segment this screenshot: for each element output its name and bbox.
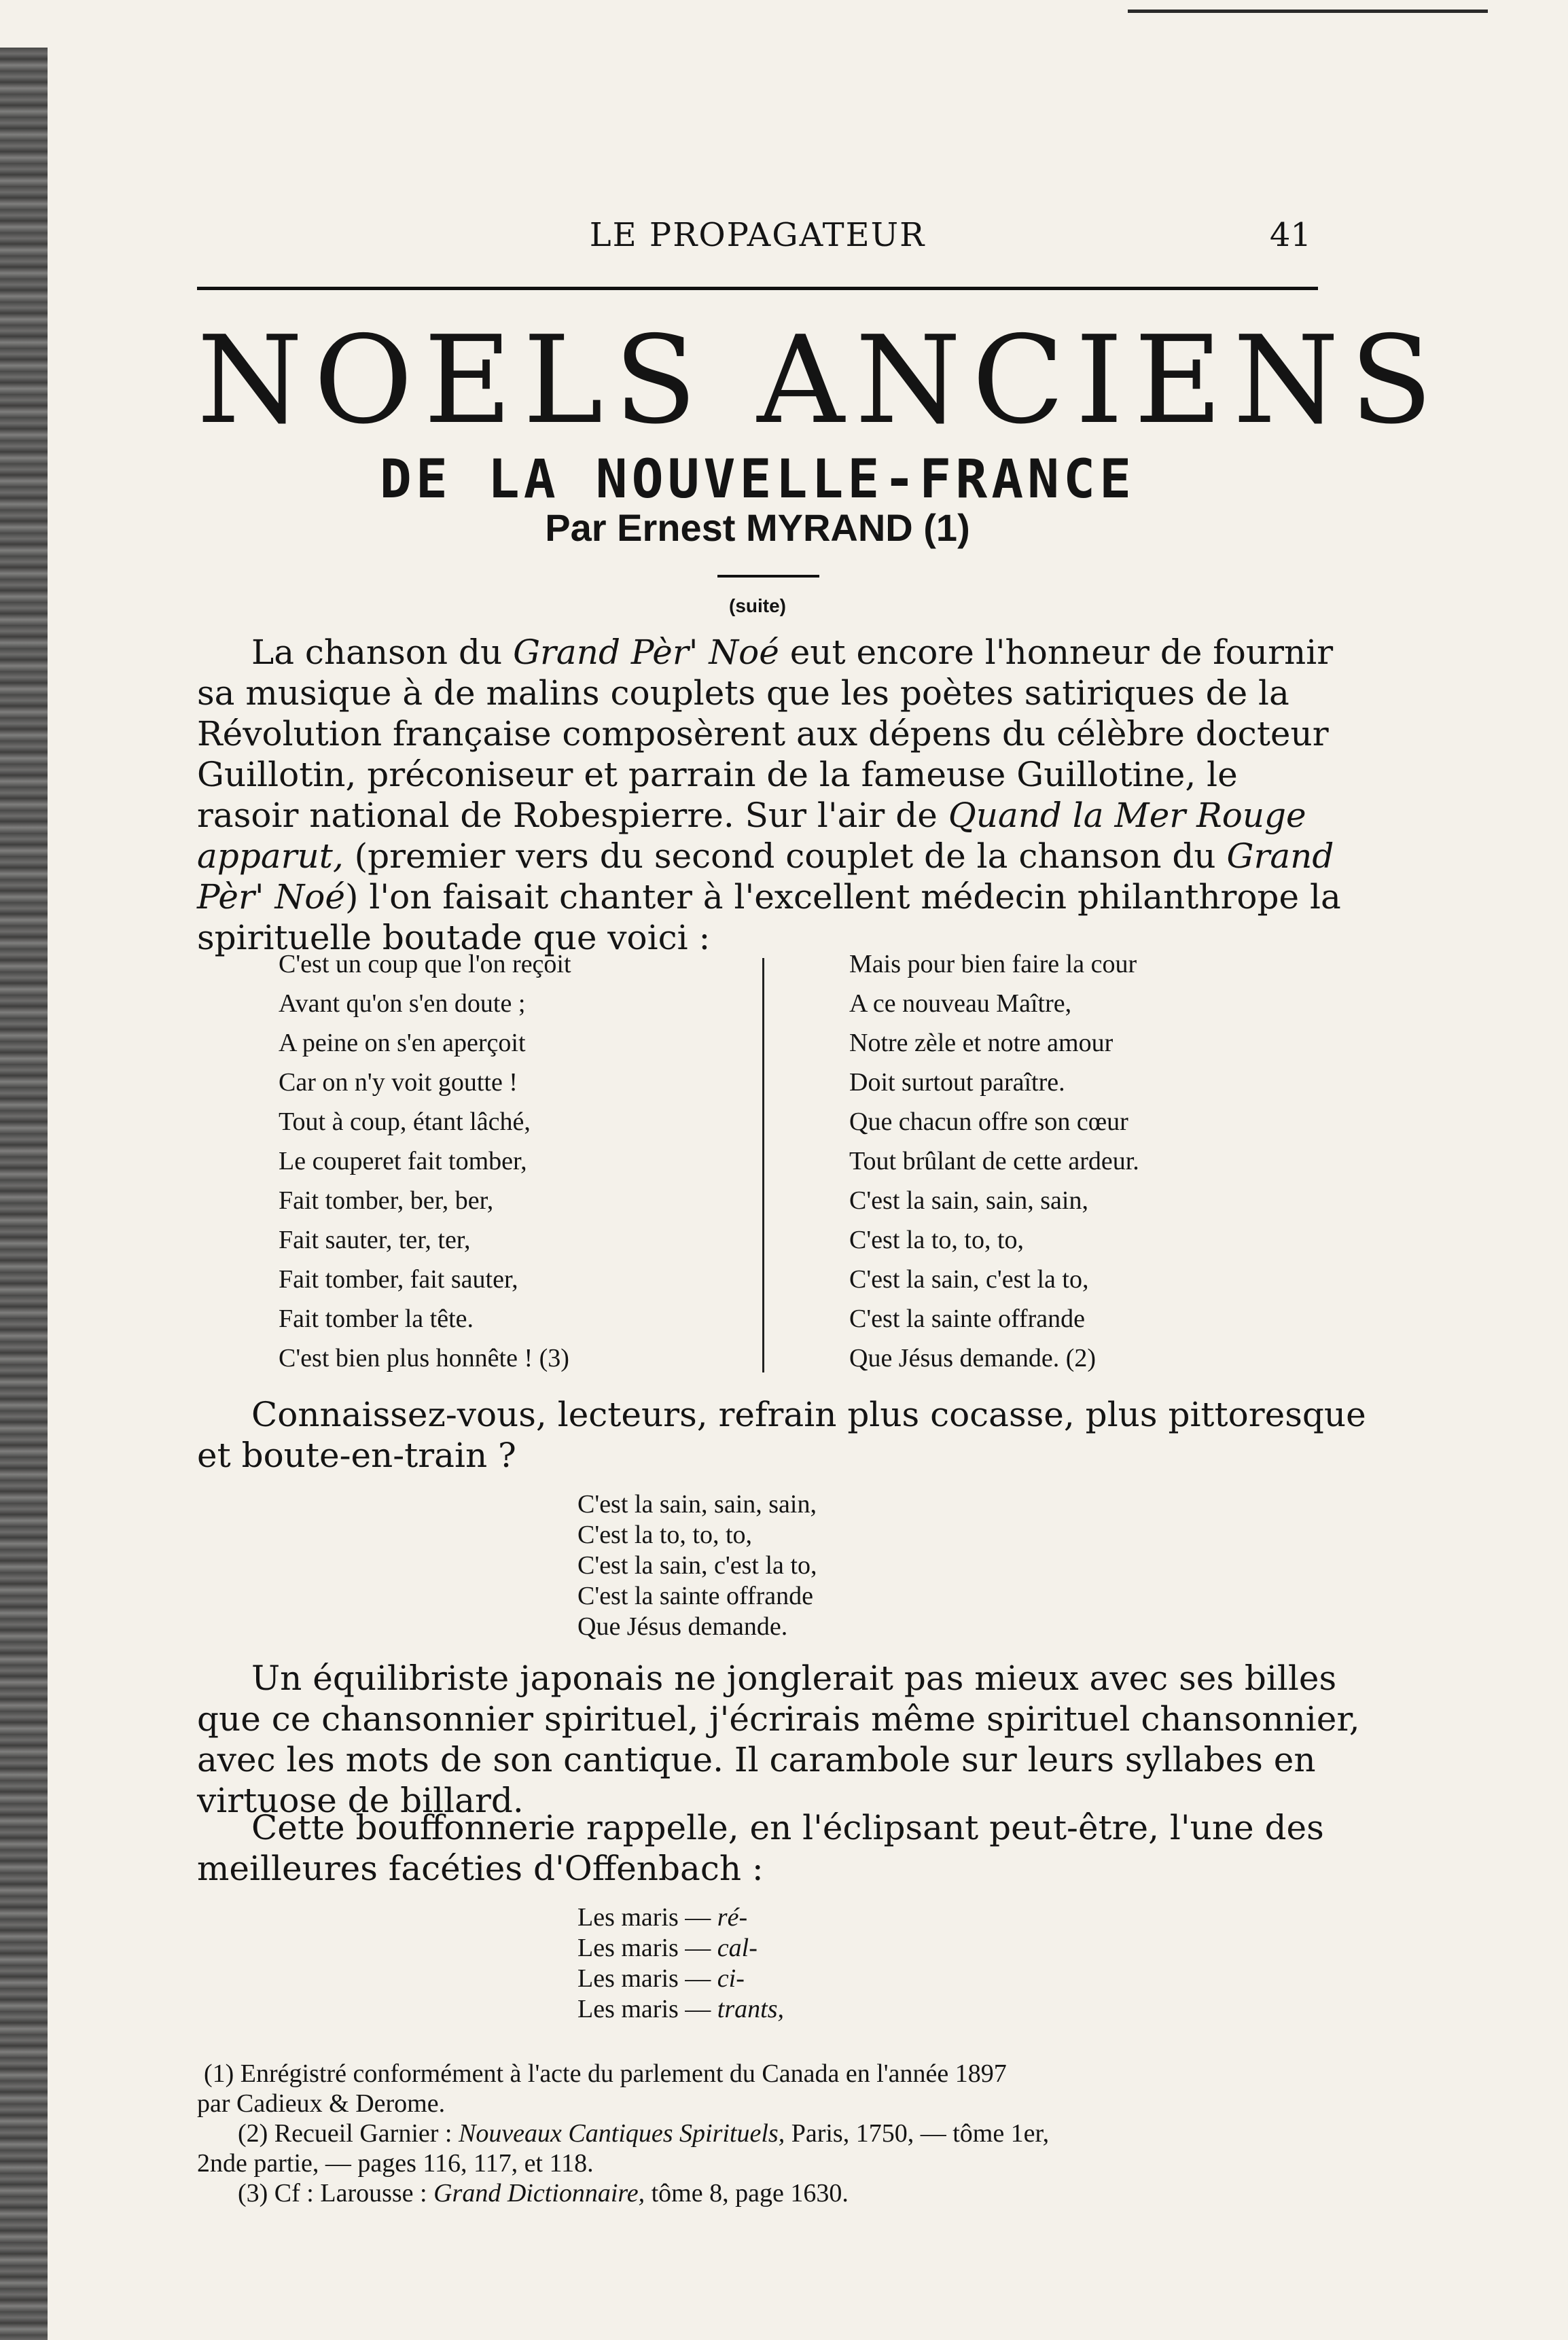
paragraph-line: meilleures facéties d'Offenbach : <box>197 1849 764 1888</box>
page-binding-edge <box>0 48 48 2340</box>
verse-line: C'est la sain, sain, sain, <box>849 1186 1088 1215</box>
verse-line: Le couperet fait tomber, <box>279 1147 527 1175</box>
refrain-quote <box>577 1489 817 1642</box>
paragraph-line: avec les mots de son cantique. Il carambole sur leurs syllabes en <box>197 1740 1316 1779</box>
verse-line: C'est bien plus honnête ! (3) <box>279 1344 569 1372</box>
paragraph-line: Un équilibriste japonais ne jonglerait pas mieux avec ses billes <box>251 1659 1337 1698</box>
footnote-2: (2) Recueil Garnier : Nouveaux Cantiques Spirituels, Paris, 1750, — tôme 1er, <box>238 2119 1050 2148</box>
article-byline: Par Ernest MYRAND (1) <box>545 506 970 549</box>
title-divider <box>717 575 819 578</box>
continued-label: (suite) <box>729 595 786 616</box>
refrain-line: Que Jésus demande. <box>577 1612 788 1641</box>
verse-line: Tout brûlant de cette ardeur. <box>849 1147 1139 1175</box>
song-title-grand-per-noe: Grand Pèr' Noé <box>513 633 779 672</box>
verse-line: Que chacun offre son cœur <box>849 1107 1128 1136</box>
paragraph-line: apparut, (premier vers du second couplet de la chanson du Grand <box>197 836 1334 876</box>
refrain-line: C'est la sainte offrande <box>577 1582 813 1610</box>
verse-column-divider <box>762 958 764 1372</box>
verse-right-column <box>849 944 1139 1378</box>
header-rule <box>197 287 1318 290</box>
paragraph-line: virtuose de billard. <box>197 1781 524 1820</box>
paragraph-line: Pèr' Noé) l'on faisait chanter à l'excellent médecin philanthrope la <box>197 877 1341 917</box>
paragraph-3 <box>197 1658 1360 1821</box>
paragraph-line: Connaissez-vous, lecteurs, refrain plus cocasse, plus pittoresque <box>251 1395 1366 1434</box>
verse-line: C'est la sain, c'est la to, <box>849 1265 1089 1294</box>
paragraph-line: que ce chansonnier spirituel, j'écrirais même spirituel chansonnier, <box>197 1699 1360 1739</box>
verse-line: Car on n'y voit goutte ! <box>279 1068 518 1097</box>
verse-line: A peine on s'en aperçoit <box>279 1029 526 1057</box>
refrain-line: C'est la to, to, to, <box>577 1521 753 1549</box>
paragraph-line: et boute-en-train ? <box>197 1436 516 1475</box>
paragraph-2 <box>197 1394 1366 1476</box>
offenbach-line: Les maris — ré- <box>577 1903 748 1932</box>
verse-line: A ce nouveau Maître, <box>849 989 1072 1018</box>
paragraph-line: Révolution française composèrent aux dépens du célèbre docteur <box>197 714 1329 754</box>
paragraph-line: rasoir national de Robespierre. Sur l'air de Quand la Mer Rouge <box>197 796 1306 835</box>
verse-line: Avant qu'on s'en doute ; <box>279 989 526 1018</box>
verse-left-column <box>279 944 571 1378</box>
verse-line: Fait tomber, fait sauter, <box>279 1265 518 1294</box>
verse-line: C'est la to, to, to, <box>849 1226 1024 1254</box>
article-subtitle: DE LA NOUVELLE-FRANCE <box>379 449 1136 510</box>
verse-line: C'est la sainte offrande <box>849 1305 1085 1333</box>
song-title-mer-rouge: Quand la Mer Rouge <box>948 796 1306 835</box>
verse-line: Notre zèle et notre amour <box>849 1029 1113 1057</box>
verse-line: Doit surtout paraître. <box>849 1068 1065 1097</box>
refrain-line: C'est la sain, sain, sain, <box>577 1490 817 1519</box>
running-header <box>197 216 1318 257</box>
paragraph-line: Guillotin, préconiseur et parrain de la fameuse Guillotine, le <box>197 755 1238 794</box>
refrain-line: C'est la sain, c'est la to, <box>577 1551 817 1580</box>
top-margin-rule <box>1128 10 1488 13</box>
paragraph-line: La chanson du Grand Pèr' Noé eut encore l'honneur de fournir <box>251 633 1334 672</box>
paragraph-1 <box>197 632 1341 958</box>
paragraph-line: Cette bouffonnerie rappelle, en l'éclipsant peut-être, l'une des <box>251 1808 1324 1847</box>
verse-line: Mais pour bien faire la cour <box>849 950 1137 978</box>
footnote-2-continued: 2nde partie, — pages 116, 117, et 118. <box>197 2149 594 2178</box>
running-title: LE PROPAGATEUR <box>589 216 926 254</box>
verse-line: Que Jésus demande. (2) <box>849 1344 1097 1372</box>
footnote-1-continued: par Cadieux & Derome. <box>197 2089 446 2118</box>
verse-line: Fait tomber la tête. <box>279 1305 474 1333</box>
offenbach-quote <box>577 1902 784 2025</box>
footnote-3: (3) Cf : Larousse : Grand Dictionnaire, tôme 8, page 1630. <box>238 2179 849 2208</box>
article-title: NOELS ANCIENS <box>197 310 1444 450</box>
page-number: 41 <box>1269 216 1311 254</box>
offenbach-line: Les maris — ci- <box>577 1964 745 1993</box>
verse-line: Tout à coup, étant lâché, <box>279 1107 531 1136</box>
paragraph-4 <box>197 1807 1324 1889</box>
paragraph-line: sa musique à de malins couplets que les poètes satiriques de la <box>197 673 1289 713</box>
offenbach-line: Les maris — cal- <box>577 1934 758 1962</box>
verse-line: Fait tomber, ber, ber, <box>279 1186 494 1215</box>
paragraph-line: spirituelle boutade que voici : <box>197 918 711 957</box>
verse-line: C'est un coup que l'on reçoit <box>279 950 571 978</box>
footnotes <box>197 2059 1318 2208</box>
offenbach-line: Les maris — trants, <box>577 1995 784 2023</box>
verse-line: Fait sauter, ter, ter, <box>279 1226 471 1254</box>
footnote-1: (1) Enrégistré conformément à l'acte du parlement du Canada en l'année 1897 <box>204 2059 1007 2088</box>
